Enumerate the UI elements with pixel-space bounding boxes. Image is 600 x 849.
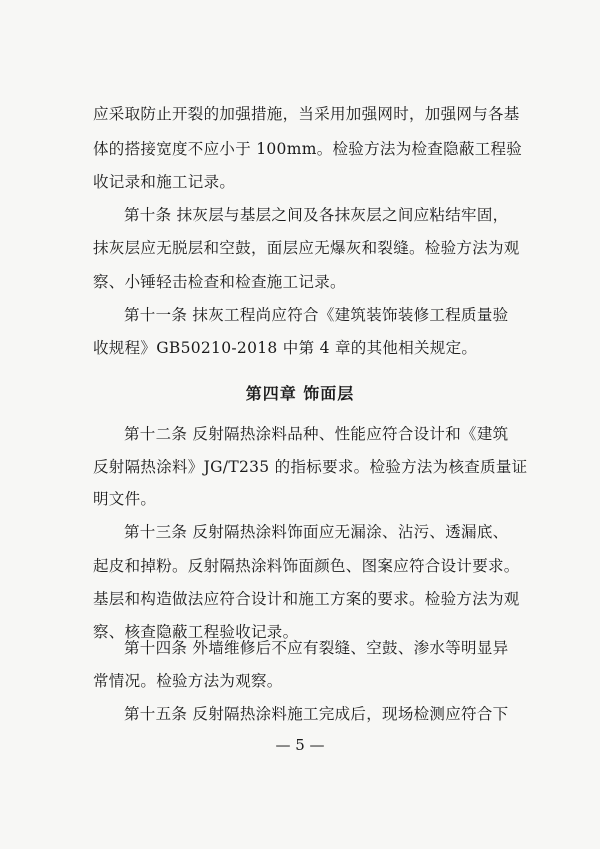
paragraph-line: 常情况。检验方法为观察。: [93, 672, 283, 690]
chapter-heading: 第四章 饰面层: [245, 384, 355, 403]
paragraph-line: 收记录和施工记录。: [93, 173, 236, 191]
page-number: — 5 —: [275, 736, 325, 754]
paragraph-line: 明文件。: [93, 490, 157, 508]
article-15-line: 第十五条 反射隔热涂料施工完成后，现场检测应符合下: [124, 705, 509, 723]
paragraph-line: 应采取防止开裂的加强措施，当采用加强网时，加强网与各基: [93, 105, 520, 123]
article-13-line: 第十三条 反射隔热涂料饰面应无漏涂、沾污、透漏底、: [124, 523, 509, 541]
paragraph-line: 察、核查隐蔽工程验收记录。: [93, 623, 299, 641]
paragraph-line: 基层和构造做法应符合设计和施工方案的要求。检验方法为观: [93, 590, 520, 608]
article-12-line: 第十二条 反射隔热涂料品种、性能应符合设计和《建筑: [124, 425, 509, 443]
paragraph-line: 起皮和掉粉。反射隔热涂料饰面颜色、图案应符合设计要求。: [93, 557, 520, 575]
article-14-line: 第十四条 外墙维修后不应有裂缝、空鼓、渗水等明显异: [124, 639, 509, 657]
paragraph-line: 察、小锤轻击检查和检查施工记录。: [93, 273, 346, 291]
paragraph-line: 收规程》GB50210-2018 中第 4 章的其他相关规定。: [93, 339, 478, 357]
article-11-line: 第十一条 抹灰工程尚应符合《建筑装饰装修工程质量验: [124, 306, 509, 324]
paragraph-line: 体的搭接宽度不应小于 100mm。检验方法为检查隐蔽工程验: [93, 140, 523, 158]
paragraph-line: 反射隔热涂料》JG/T235 的指标要求。检验方法为核查质量证: [93, 458, 528, 476]
article-10-line: 第十条 抹灰层与基层之间及各抹灰层之间应粘结牢固，: [124, 206, 509, 224]
paragraph-line: 抹灰层应无脱层和空鼓，面层应无爆灰和裂缝。检验方法为观: [93, 239, 520, 257]
